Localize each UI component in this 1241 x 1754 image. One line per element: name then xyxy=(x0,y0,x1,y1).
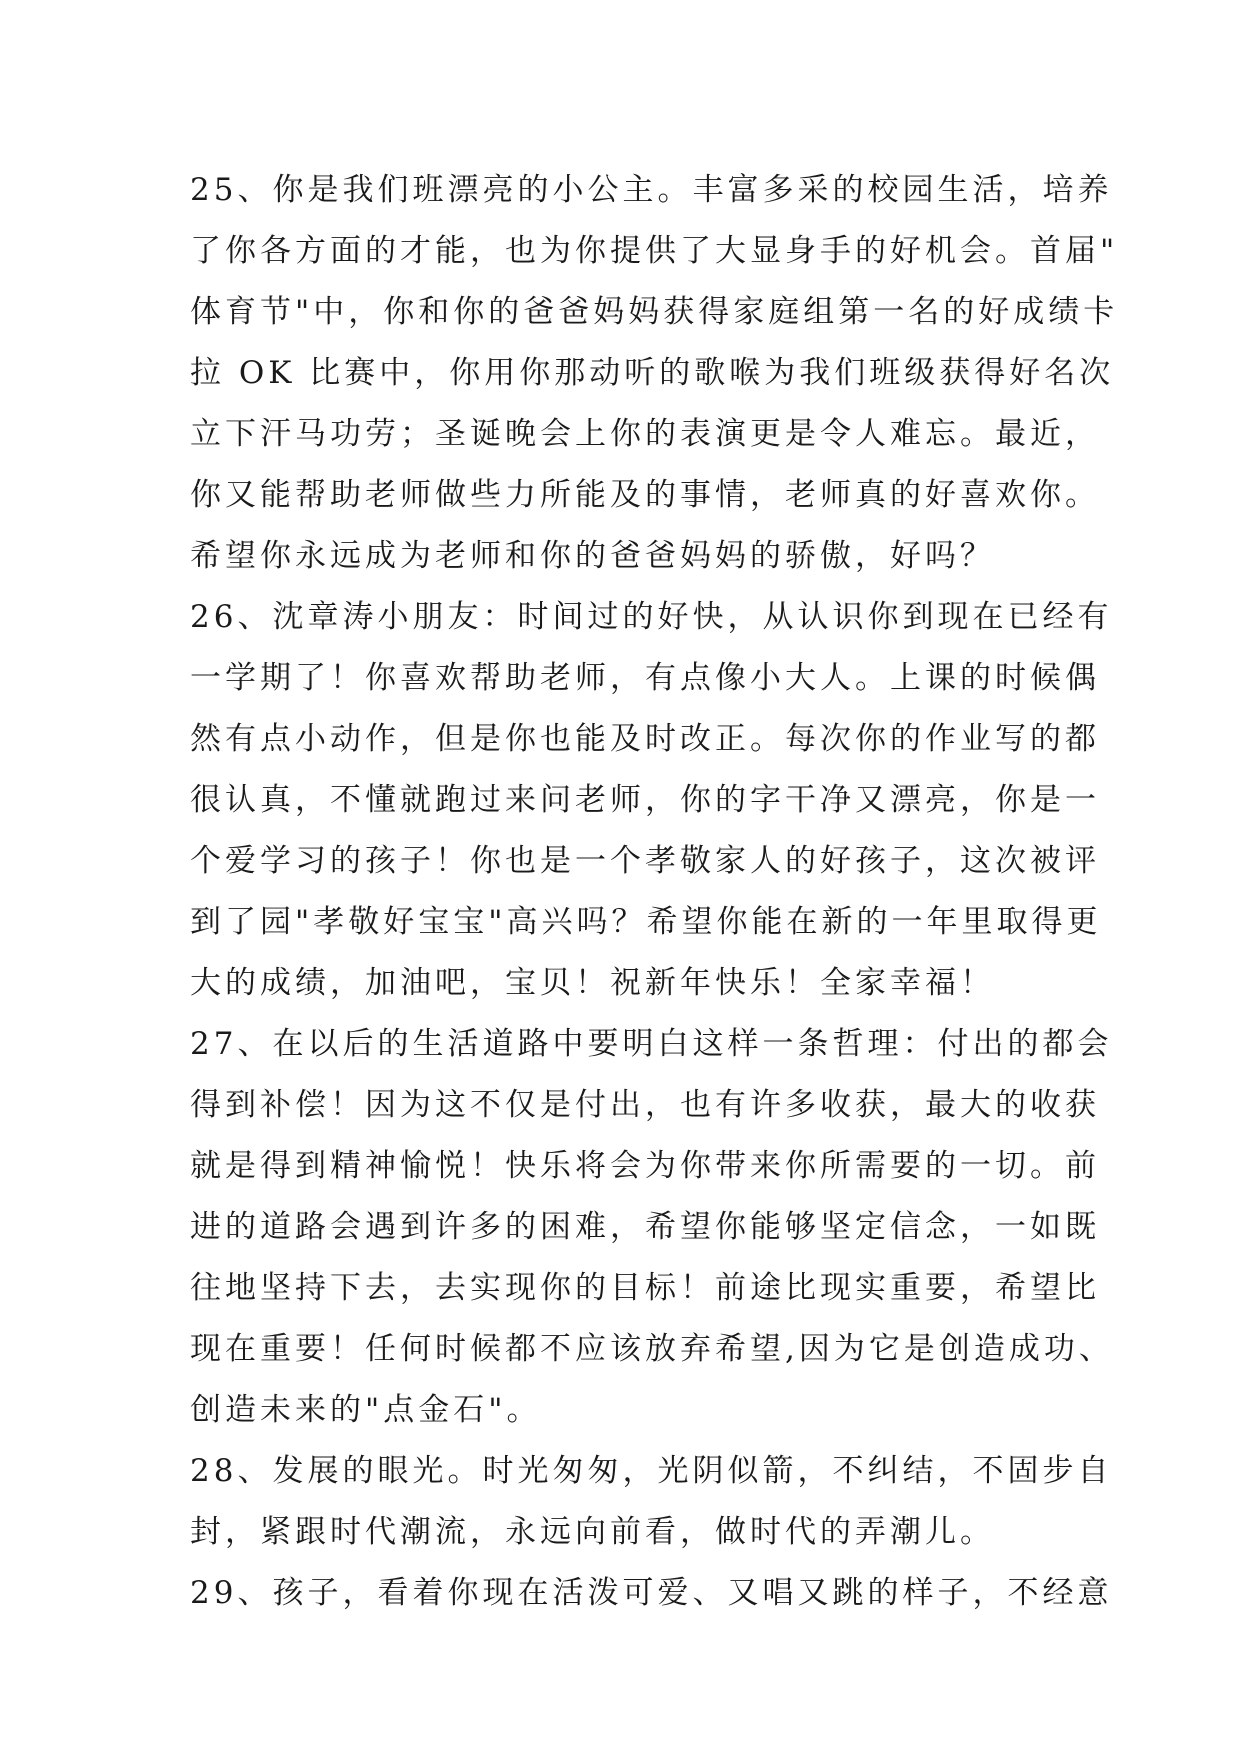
text-line: 个爱学习的孩子！你也是一个孝敬家人的好孩子，这次被评 xyxy=(190,843,1100,879)
text-line: 28、发展的眼光。时光匆匆，光阴似箭，不纠结，不固步自 xyxy=(190,1453,1113,1489)
text-line: 27、在以后的生活道路中要明白这样一条哲理：付出的都会 xyxy=(190,1026,1113,1062)
text-line: 往地坚持下去，去实现你的目标！前途比现实重要，希望比 xyxy=(190,1270,1100,1306)
text-line: 你又能帮助老师做些力所能及的事情，老师真的好喜欢你。 xyxy=(190,477,1100,513)
text-line: 封，紧跟时代潮流，永远向前看，做时代的弄潮儿。 xyxy=(190,1514,995,1550)
paragraph-28 xyxy=(190,1441,1113,1563)
text-line: 体育节"中，你和你的爸爸妈妈获得家庭组第一名的好成绩卡 xyxy=(190,294,1119,330)
paragraph-25 xyxy=(190,160,1119,587)
text-line: 进的道路会遇到许多的困难，希望你能够坚定信念，一如既 xyxy=(190,1209,1100,1245)
document-body xyxy=(190,160,1119,1624)
paragraph-29 xyxy=(190,1563,1113,1624)
text-line: 就是得到精神愉悦！快乐将会为你带来你所需要的一切。前 xyxy=(190,1148,1100,1184)
text-line: 很认真，不懂就跑过来问老师，你的字干净又漂亮，你是一 xyxy=(190,782,1100,818)
text-line: 到了园"孝敬好宝宝"高兴吗？希望你能在新的一年里取得更 xyxy=(190,904,1102,940)
text-line: 立下汗马功劳；圣诞晚会上你的表演更是令人难忘。最近， xyxy=(190,416,1100,452)
text-line: 拉 OK 比赛中，你用你那动听的歌喉为我们班级获得好名次 xyxy=(190,355,1115,391)
text-line: 26、沈章涛小朋友：时间过的好快，从认识你到现在已经有 xyxy=(190,599,1113,635)
paragraph-27 xyxy=(190,1014,1114,1441)
text-line: 希望你永远成为老师和你的爸爸妈妈的骄傲，好吗？ xyxy=(190,538,995,574)
text-line: 一学期了！你喜欢帮助老师，有点像小大人。上课的时候偶 xyxy=(190,660,1100,696)
text-line: 现在重要！任何时候都不应该放弃希望,因为它是创造成功、 xyxy=(190,1331,1114,1367)
paragraph-26 xyxy=(190,587,1113,1014)
text-line: 创造未来的"点金石"。 xyxy=(190,1392,542,1428)
text-line: 然有点小动作，但是你也能及时改正。每次你的作业写的都 xyxy=(190,721,1100,757)
text-line: 得到补偿！因为这不仅是付出，也有许多收获，最大的收获 xyxy=(190,1087,1100,1123)
text-line: 29、孩子，看着你现在活泼可爱、又唱又跳的样子，不经意 xyxy=(190,1575,1113,1611)
text-line: 25、你是我们班漂亮的小公主。丰富多采的校园生活，培养 xyxy=(190,172,1113,208)
text-line: 了你各方面的才能，也为你提供了大显身手的好机会。首届" xyxy=(190,233,1119,269)
text-line: 大的成绩，加油吧，宝贝！祝新年快乐！全家幸福！ xyxy=(190,965,995,1001)
